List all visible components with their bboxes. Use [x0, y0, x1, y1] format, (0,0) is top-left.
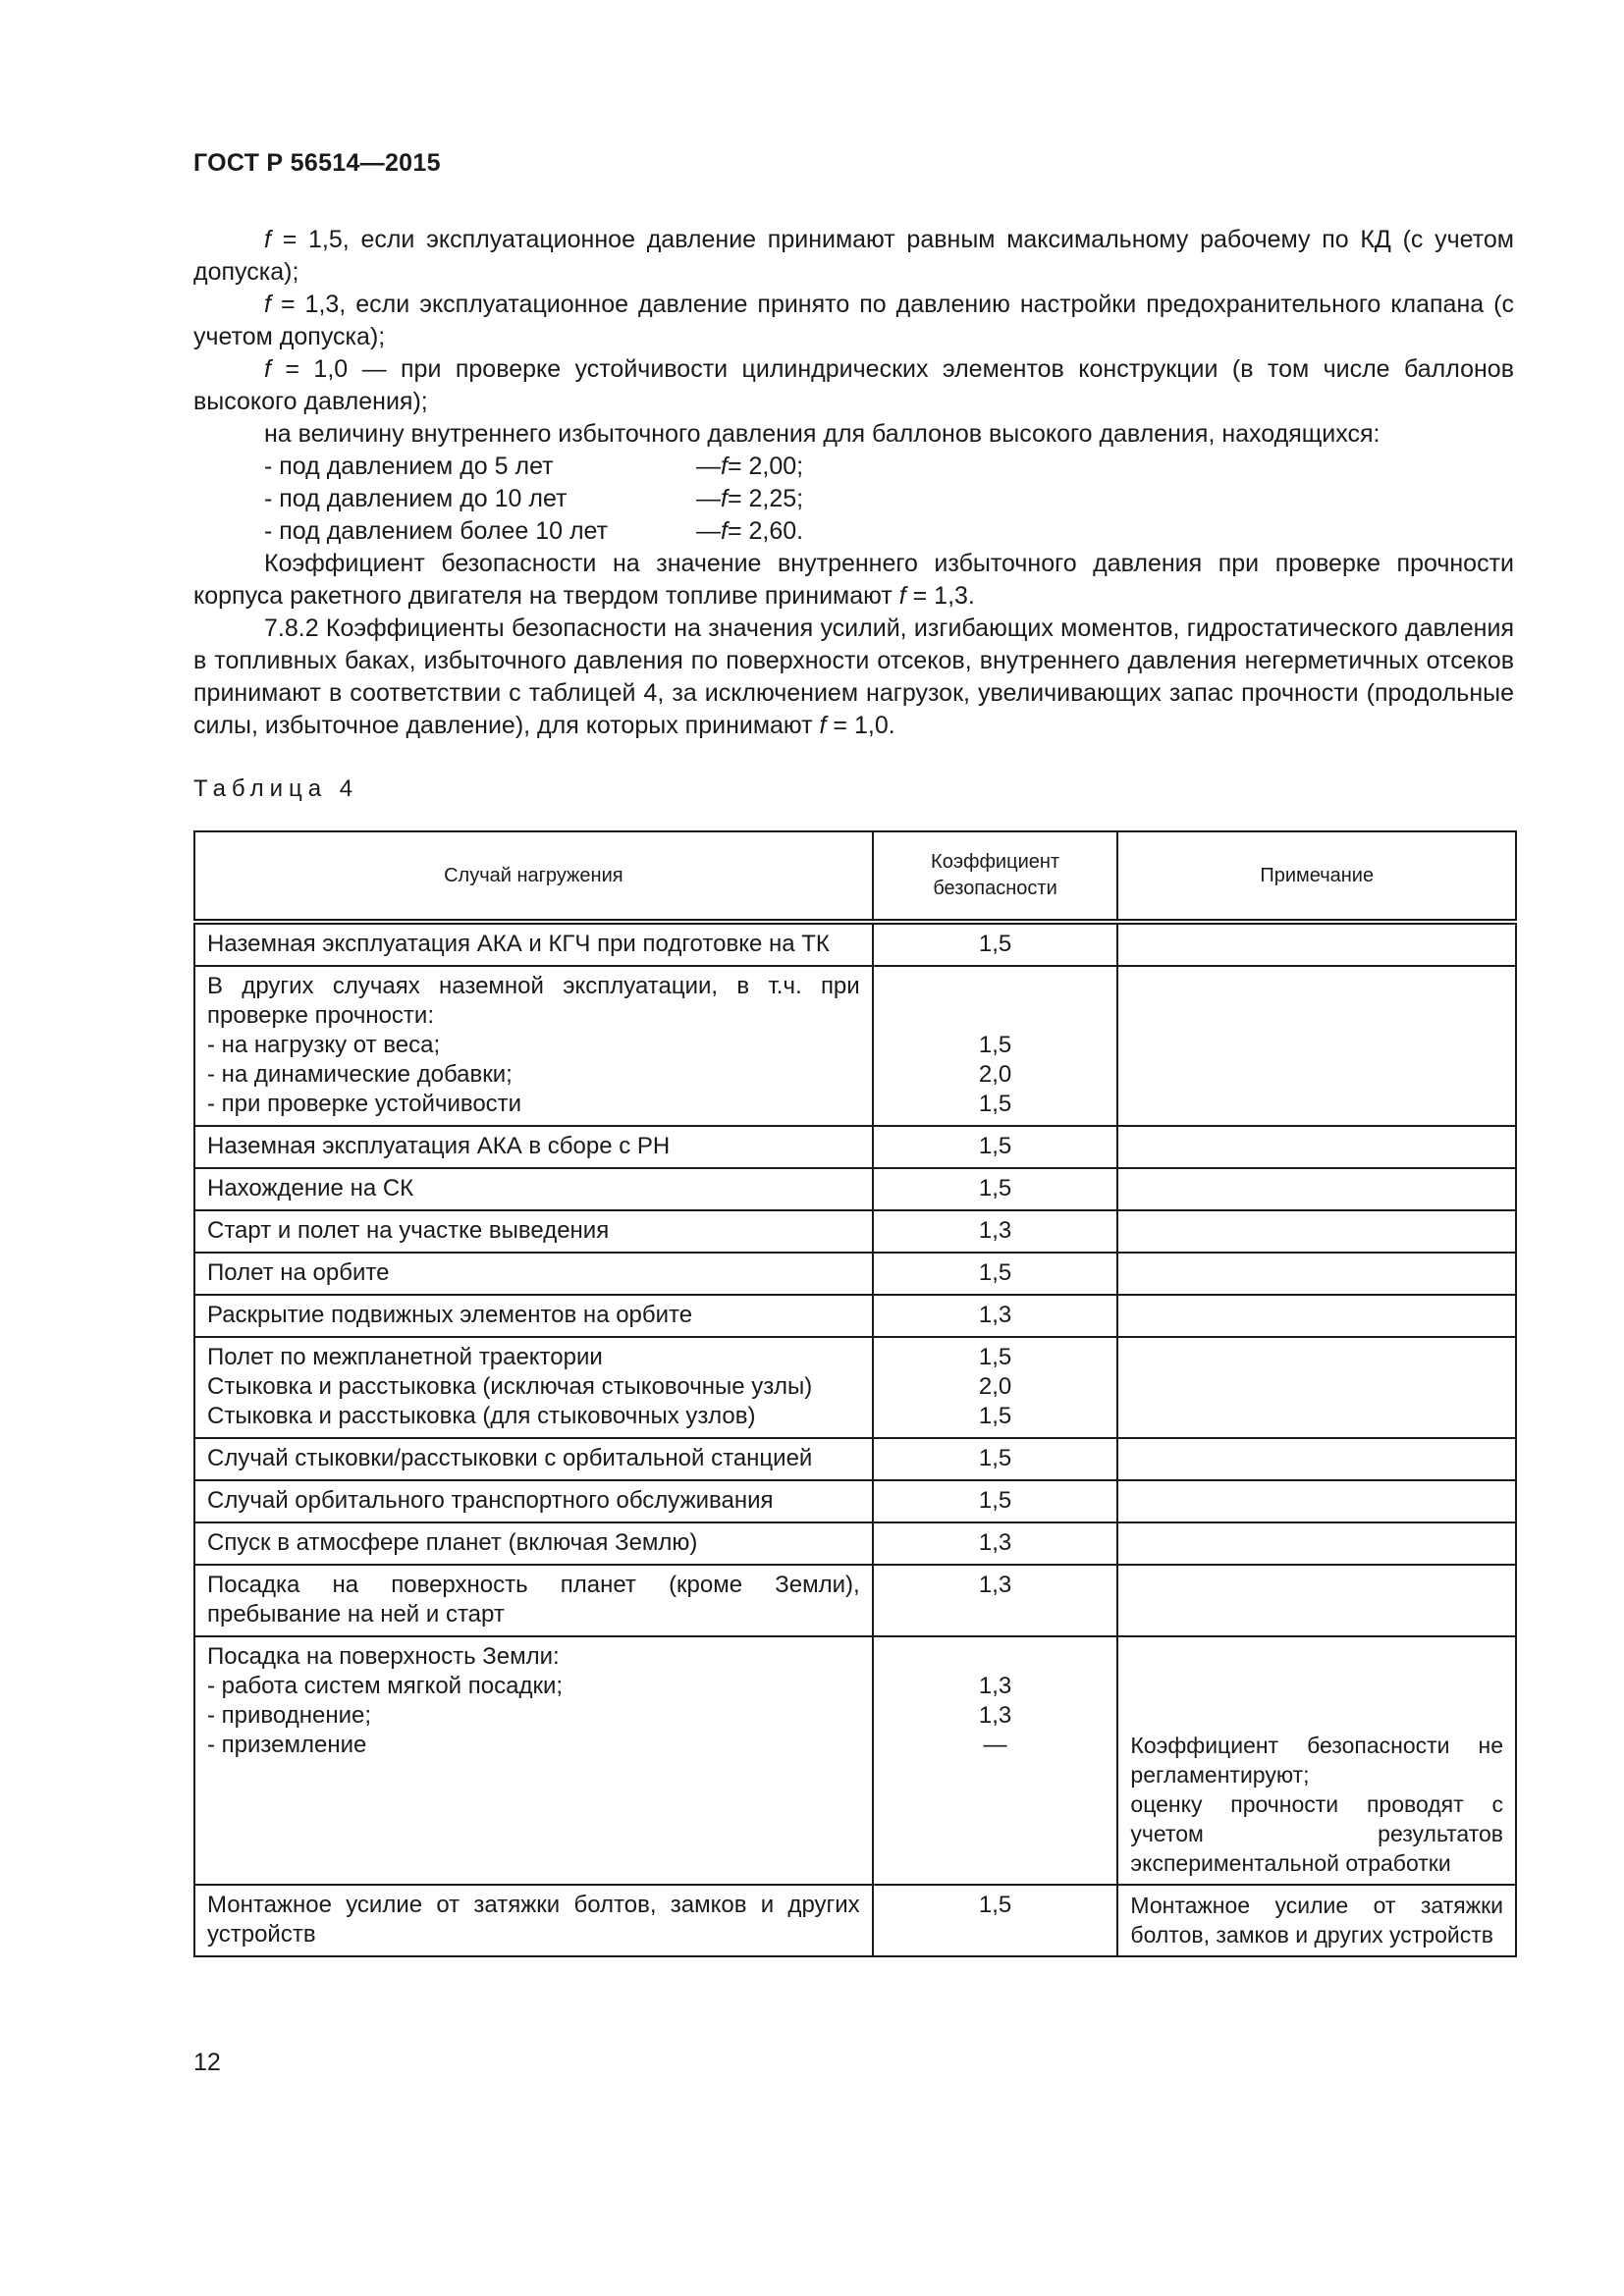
case-line: Стыковка и расстыковка (исключая стыковочные узлы): [207, 1373, 813, 1400]
cell-case: [194, 1126, 873, 1168]
header-case: Случай нагружения: [194, 831, 873, 922]
cell-coefficient: [873, 922, 1118, 966]
coefficient-value: 1,5: [978, 1403, 1012, 1429]
cell-coefficient: [873, 1168, 1118, 1210]
table-row: [194, 1885, 1516, 1956]
case-line: Случай орбитального транспортного обслуживания: [207, 1487, 774, 1514]
coefficient-value: [886, 1001, 1106, 1031]
coefficient-value: 1,3: [978, 1529, 1012, 1556]
coefficient-value: 1,5: [978, 1445, 1012, 1471]
case-line: - приземление: [207, 1732, 367, 1758]
cell-coefficient: [873, 1126, 1118, 1168]
case-line: - работа систем мягкой посадки;: [207, 1673, 564, 1699]
case-line: Посадка на поверхность планет (кроме Земли), пребывание на ней и старт: [207, 1572, 860, 1628]
cell-note: [1117, 1522, 1516, 1565]
coefficient-value: 1,3: [978, 1302, 1012, 1328]
table-row: [194, 1126, 1516, 1168]
paragraph-f-1-3: f = 1,3, если эксплуатационное давление принято по давлению настройки предохранительного клапана (с учетом допуска);: [193, 291, 1514, 350]
case-line: Раскрытие подвижных элементов на орбите: [207, 1302, 693, 1328]
case-line: Полет по межпланетной траектории: [207, 1344, 603, 1370]
cell-note: [1117, 1885, 1516, 1956]
case-line: Случай стыковки/расстыковки с орбитальной станцией: [207, 1445, 813, 1471]
cell-coefficient: [873, 966, 1118, 1126]
note-line: Коэффициент безопасности не регламентируют;: [1130, 1733, 1503, 1788]
cell-coefficient: [873, 1337, 1118, 1438]
case-line: Нахождение на СК: [207, 1175, 414, 1201]
safety-factor-table: [193, 830, 1517, 1957]
coefficient-value: 1,5: [978, 1259, 1012, 1286]
table-caption: Таблица 4: [193, 775, 359, 802]
cell-note: [1117, 1210, 1516, 1253]
note-text: [1130, 1891, 1503, 1949]
table-row: [194, 1522, 1516, 1565]
case-line: - на нагрузку от веса;: [207, 1032, 441, 1058]
table-row: [194, 1337, 1516, 1438]
coefficient-value: 1,5: [978, 1133, 1012, 1159]
table-row: [194, 1253, 1516, 1295]
table-row: [194, 1438, 1516, 1480]
table-row: [194, 922, 1516, 966]
header-coefficient: Коэффициент безопасности: [873, 831, 1118, 922]
case-line: Наземная эксплуатация АКА и КГЧ при подготовке на ТК: [207, 931, 830, 957]
cell-case: [194, 1480, 873, 1522]
coefficient-value: —: [983, 1732, 1007, 1758]
case-line: - при проверке устойчивости: [207, 1091, 522, 1117]
paragraph-f-1-0: f = 1,0 — при проверке устойчивости цилиндрических элементов конструкции (в том числе баллонов высокого давления);: [193, 355, 1514, 415]
cell-coefficient: [873, 1438, 1118, 1480]
coefficient-value: 2,0: [978, 1061, 1012, 1088]
coefficient-value: [886, 972, 1106, 1001]
coefficient-value: 1,5: [978, 1344, 1012, 1370]
note-line: Монтажное усилие от затяжки болтов, замков и других устройств: [1130, 1893, 1503, 1948]
coefficient-value: [886, 1642, 1106, 1672]
case-line: Спуск в атмосфере планет (включая Землю): [207, 1529, 698, 1556]
cell-coefficient: [873, 1295, 1118, 1337]
cell-case: [194, 1295, 873, 1337]
cell-coefficient: [873, 1253, 1118, 1295]
bullet-5-years: - под давлением до 5 лет —f= 2,00;: [264, 453, 804, 480]
header-note: Примечание: [1117, 831, 1516, 922]
note-line: оценку прочности проводят с учетом результатов экспериментальной отработки: [1130, 1791, 1503, 1876]
bullet-more-10-years: - под давлением более 10 лет —f= 2,60.: [264, 517, 804, 545]
coefficient-value: 1,3: [978, 1673, 1012, 1699]
case-line: Старт и полет на участке выведения: [207, 1217, 610, 1244]
cell-note: [1117, 1480, 1516, 1522]
table-row: [194, 1295, 1516, 1337]
cell-note: [1117, 1636, 1516, 1885]
coefficient-value: 1,5: [978, 931, 1012, 957]
cell-coefficient: [873, 1636, 1118, 1885]
coefficient-value: 2,0: [978, 1373, 1012, 1400]
coefficient-value: 1,5: [978, 1175, 1012, 1201]
cell-coefficient: [873, 1210, 1118, 1253]
paragraph-7-8-2: 7.8.2 Коэффициенты безопасности на значения усилий, изгибающих моментов, гидростатического давления в топливных баках, избыточного давления по поверхности отсеков, внутреннего давления негерметичных отсеков принимают в соответствии с таблицей 4, за исключением нагрузок, увеличивающих запас прочности (продольные силы, избыточное давление), для которых принимают f = 1,0.: [193, 614, 1514, 739]
cell-case: [194, 1168, 873, 1210]
paragraph-solid-fuel: Коэффициент безопасности на значение внутреннего избыточного давления при проверке прочности корпуса ракетного двигателя на твердом топливе принимают f = 1,3.: [193, 550, 1514, 610]
table-row: [194, 1210, 1516, 1253]
cell-case: [194, 1636, 873, 1885]
bullet-10-years: - под давлением до 10 лет —f= 2,25;: [264, 485, 804, 512]
document-header: ГОСТ Р 56514—2015: [193, 149, 441, 177]
cell-note: [1117, 1438, 1516, 1480]
cell-case: [194, 1438, 873, 1480]
case-line: Посадка на поверхность Земли:: [207, 1643, 560, 1670]
cell-note: [1117, 1565, 1516, 1636]
case-line: - на динамические добавки;: [207, 1061, 513, 1088]
coefficient-value: 1,5: [978, 1892, 1012, 1918]
paragraph-cylinders: на величину внутреннего избыточного давления для баллонов высокого давления, находящихся:: [264, 420, 1380, 448]
coefficient-value: 1,5: [978, 1032, 1012, 1058]
paragraph-f-1-5: f = 1,5, если эксплуатационное давление принимают равным максимальному рабочему по КД (с учетом допуска);: [193, 226, 1514, 286]
cell-case: [194, 1522, 873, 1565]
table-row: [194, 1168, 1516, 1210]
cell-case: [194, 1885, 873, 1956]
cell-coefficient: [873, 1480, 1118, 1522]
page-number: 12: [193, 2049, 221, 2076]
coefficient-value: 1,5: [978, 1091, 1012, 1117]
case-line: Наземная эксплуатация АКА в сборе с РН: [207, 1133, 671, 1159]
coefficient-value: 1,3: [978, 1702, 1012, 1729]
note-text: [1130, 1642, 1503, 1878]
cell-note: [1117, 1126, 1516, 1168]
case-line: Стыковка и расстыковка (для стыковочных узлов): [207, 1403, 756, 1429]
cell-case: [194, 966, 873, 1126]
case-line: Полет на орбите: [207, 1259, 390, 1286]
table-row: [194, 1636, 1516, 1885]
table-header-row: [194, 831, 1516, 922]
case-line: Монтажное усилие от затяжки болтов, замков и других устройств: [207, 1892, 860, 1948]
cell-coefficient: [873, 1885, 1118, 1956]
body-text: [193, 224, 1514, 742]
cell-note: [1117, 1168, 1516, 1210]
cell-case: [194, 1565, 873, 1636]
cell-case: [194, 1337, 873, 1438]
table-row: [194, 1480, 1516, 1522]
cell-note: [1117, 1253, 1516, 1295]
case-line: - приводнение;: [207, 1702, 371, 1729]
table-row: [194, 966, 1516, 1126]
cell-case: [194, 1253, 873, 1295]
cell-note: [1117, 1337, 1516, 1438]
coefficient-value: 1,5: [978, 1487, 1012, 1514]
cell-coefficient: [873, 1522, 1118, 1565]
case-line: В других случаях наземной эксплуатации, в т.ч. при проверке прочности:: [207, 973, 860, 1029]
cell-case: [194, 1210, 873, 1253]
cell-coefficient: [873, 1565, 1118, 1636]
coefficient-value: 1,3: [978, 1572, 1012, 1598]
cell-note: [1117, 922, 1516, 966]
table-row: [194, 1565, 1516, 1636]
cell-note: [1117, 1295, 1516, 1337]
coefficient-value: 1,3: [978, 1217, 1012, 1244]
cell-case: [194, 922, 873, 966]
cell-note: [1117, 966, 1516, 1126]
